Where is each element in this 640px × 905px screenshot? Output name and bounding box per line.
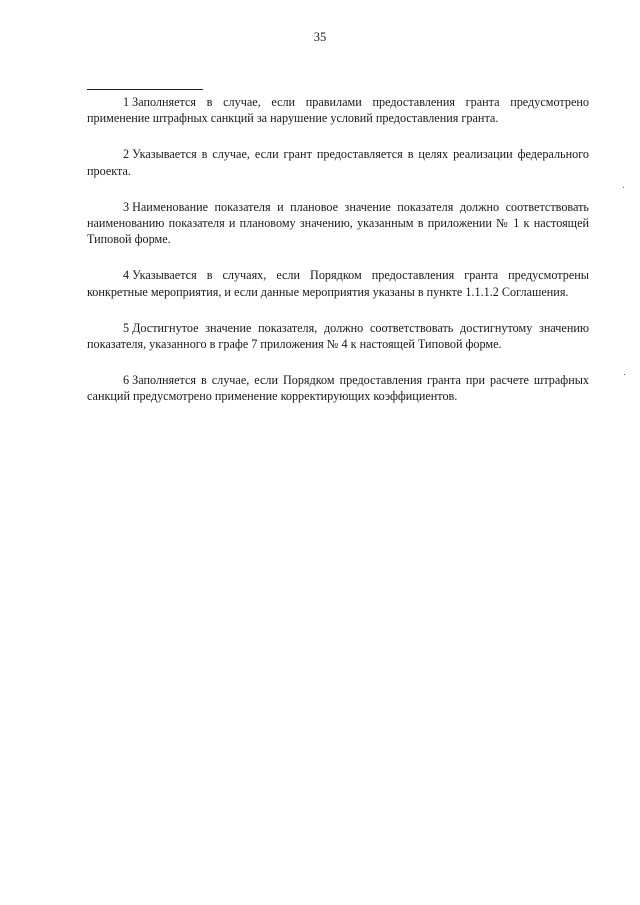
- footnote-text: Наименование показателя и плановое значение показателя должно соответствовать наименованию показателя и плановому значению, указанным в приложении № 1 к настоящей Типовой форме.: [87, 199, 589, 247]
- footnotes-list: [87, 94, 589, 425]
- footnote-6: [87, 372, 589, 404]
- page-number: 35: [313, 30, 327, 44]
- footnote-number: 1: [123, 95, 130, 109]
- footnote-text: Заполняется в случае, если правилами предоставления гранта предусмотрено применение штрафных санкций за нарушение условий предоставления гранта.: [87, 95, 589, 126]
- scan-speck: [624, 374, 625, 375]
- scan-speck: [623, 187, 624, 188]
- footnote-number: 2: [123, 147, 130, 162]
- footnote-text: Заполняется в случае, если Порядком предоставления гранта при расчете штрафных санкций предусмотрено применение корректирующих коэффициентов.: [87, 373, 589, 404]
- footnote-5: [87, 320, 589, 352]
- footnote-1: [87, 94, 589, 126]
- footnote-separator: [87, 89, 203, 90]
- footnote-number: 4: [123, 268, 130, 283]
- footnote-2: [87, 146, 589, 178]
- footnote-4: [87, 267, 589, 299]
- footnote-text: Указывается в случаях, если Порядком предоставления гранта предусмотрены конкретные мероприятия, и если данные мероприятия указаны в пункте 1.1.1.2 Соглашения.: [87, 268, 589, 299]
- footnote-text: Достигнутое значение показателя, должно соответствовать достигнутому значению показателя, указанного в графе 7 приложения № 4 к настоящей Типовой форме.: [87, 320, 589, 352]
- footnote-text: Указывается в случае, если грант предоставляется в целях реализации федерального проекта.: [87, 147, 589, 178]
- footnote-number: 3: [123, 199, 130, 214]
- footnote-3: [87, 199, 589, 248]
- footnote-number: 6: [123, 373, 130, 388]
- footnote-number: 5: [123, 320, 130, 335]
